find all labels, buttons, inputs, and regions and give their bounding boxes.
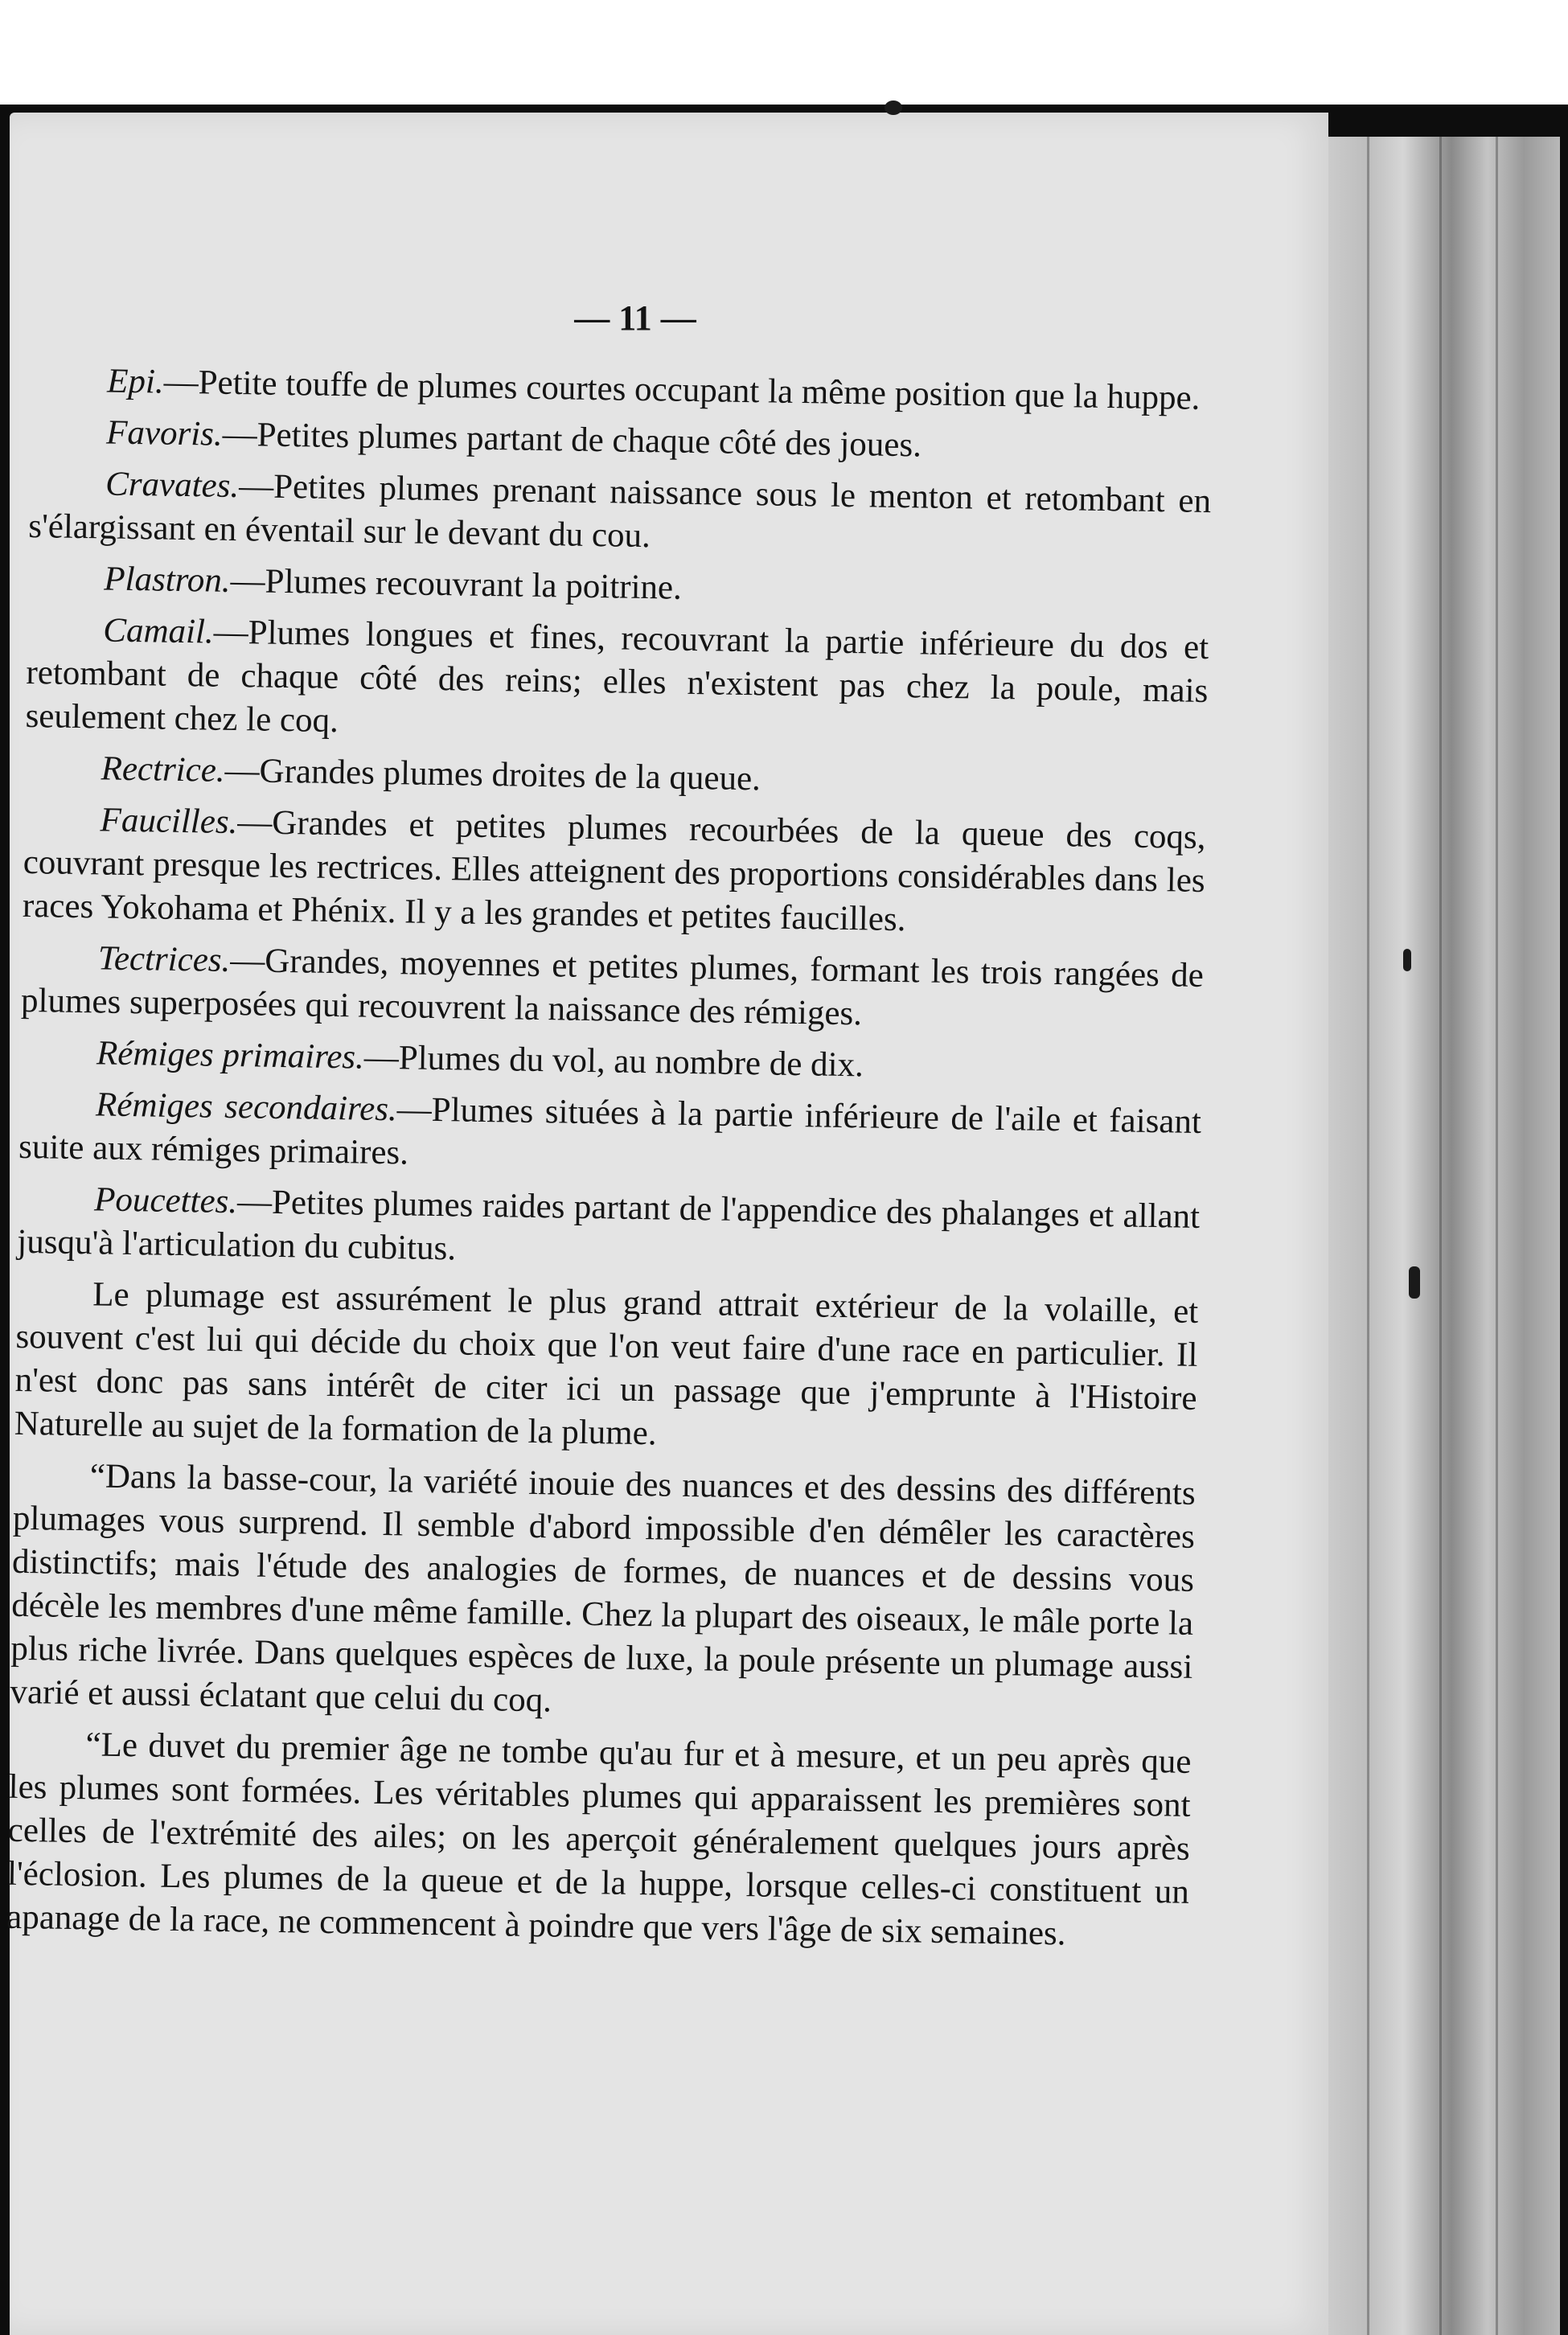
entry-definition: —Plumes du vol, au nombre de dix. [363,1038,864,1085]
entry-definition: —Plumes recouvrant la poitrine. [230,561,683,607]
glossary-entry [21,936,1205,1041]
quoted-paragraph: “Dans la basse-cour, la variété inouie des nuances et des dessins des différents plumages vous surprend. Il semble d'abord impossible d'en démêler les caractères distinctifs; mais l'étude des analogies de formes, de nuances et de dessins vous décèle les membres d'une même famille. Chez la plupart des oiseaux, le mâle porte la plus riche livrée. Dans quelques espèces de luxe, la poule présente un plumage aussi varié et aussi éclatant que celui du coq. [10,1457,1197,1720]
entry-definition: —Plumes situées à la partie inférieure de l'aile et faisant suite aux rémiges primaires. [18,1090,1202,1172]
entry-definition: —Petites plumes partant de chaque côté des joues. [222,415,922,465]
entry-term: Rectrice. [101,749,226,790]
entry-term: Faucilles. [100,801,238,842]
dust-speck [1409,1266,1420,1299]
entry-definition: —Grandes et petites plumes recourbées de la queue des coqs, couvrant presque les rectrices. Elles atteignent des proportions considérables dans les races Yokohama et Phénix. Il y a les grandes et petites faucilles. [22,803,1206,939]
entry-term: Cravates. [105,465,240,506]
glossary-entry [20,1031,1203,1093]
glossary-entry [25,608,1209,757]
glossary-entry [17,1177,1201,1282]
entry-term: Camail. [102,611,215,651]
page-edge-line [1496,137,1498,2335]
glossary-entry [30,410,1213,472]
glossary-entry [24,746,1207,808]
dust-speck [1403,949,1411,971]
entry-definition: —Grandes, moyennes et petites plumes, formant les trois rangées de plumes superposées qui recouvrent la naissance des rémiges. [20,941,1205,1033]
entry-definition: —Grandes plumes droites de la queue. [224,751,761,798]
glossary-entry [27,556,1210,618]
entry-term: Rémiges primaires. [96,1034,365,1077]
page-text [6,289,1214,1966]
glossary-entry [23,798,1206,946]
glossary-entry [28,462,1212,567]
dust-speck [885,101,902,115]
quoted-paragraph: “Le duvet du premier âge ne tombe qu'au fur et à mesure, et un peu après que les plumes sont formées. Les véritables plumes qui apparaissent les premières sont celles de l'extrémité des ailes; on les aperçoit généralement quelques jours après l'éclosion. Les plumes de la queue et de la huppe, lorsque celles-ci constituent un apanage de la race, ne commencent à poindre que vers l'âge de six semaines. [6,1726,1192,1953]
entry-definition: —Petite touffe de plumes courtes occupant la même position que la huppe. [163,363,1201,417]
page-edge-line [1367,137,1369,2335]
entry-definition: —Plumes longues et fines, recouvrant la partie inférieure du dos et retombant de chaque côté des reins; elles n'existent pas chez la poule, mais seulement chez le coq. [25,613,1209,741]
entry-term: Tectrices. [97,939,231,979]
body-paragraph: Le plumage est assurément le plus grand attrait extérieur de la volaille, et souvent c'est lui qui décide du choix que l'on veut faire d'une race en particulier. Il n'est donc pas sans intérêt de citer ici un passage que j'emprunte à l'Histoire Naturelle au sujet de la formation de la plume. [14,1275,1199,1453]
entry-term: Rémiges secondaires. [95,1085,398,1129]
page-number: — 11 — [574,298,696,338]
entry-term: Plastron. [103,560,232,600]
page-edge-line [1439,137,1442,2335]
entry-definition: —Petites plumes raides partant de l'appendice des phalanges et allant jusqu'à l'articulation du cubitus. [17,1183,1201,1268]
entry-definition: —Petites plumes prenant naissance sous le menton et retombant en s'élargissant en éventail sur le devant du cou. [28,467,1212,556]
entry-term: Poucettes. [93,1180,238,1221]
glossary-entry [18,1082,1202,1188]
entry-term: Epi. [106,362,165,401]
entry-term: Favoris. [105,413,224,453]
